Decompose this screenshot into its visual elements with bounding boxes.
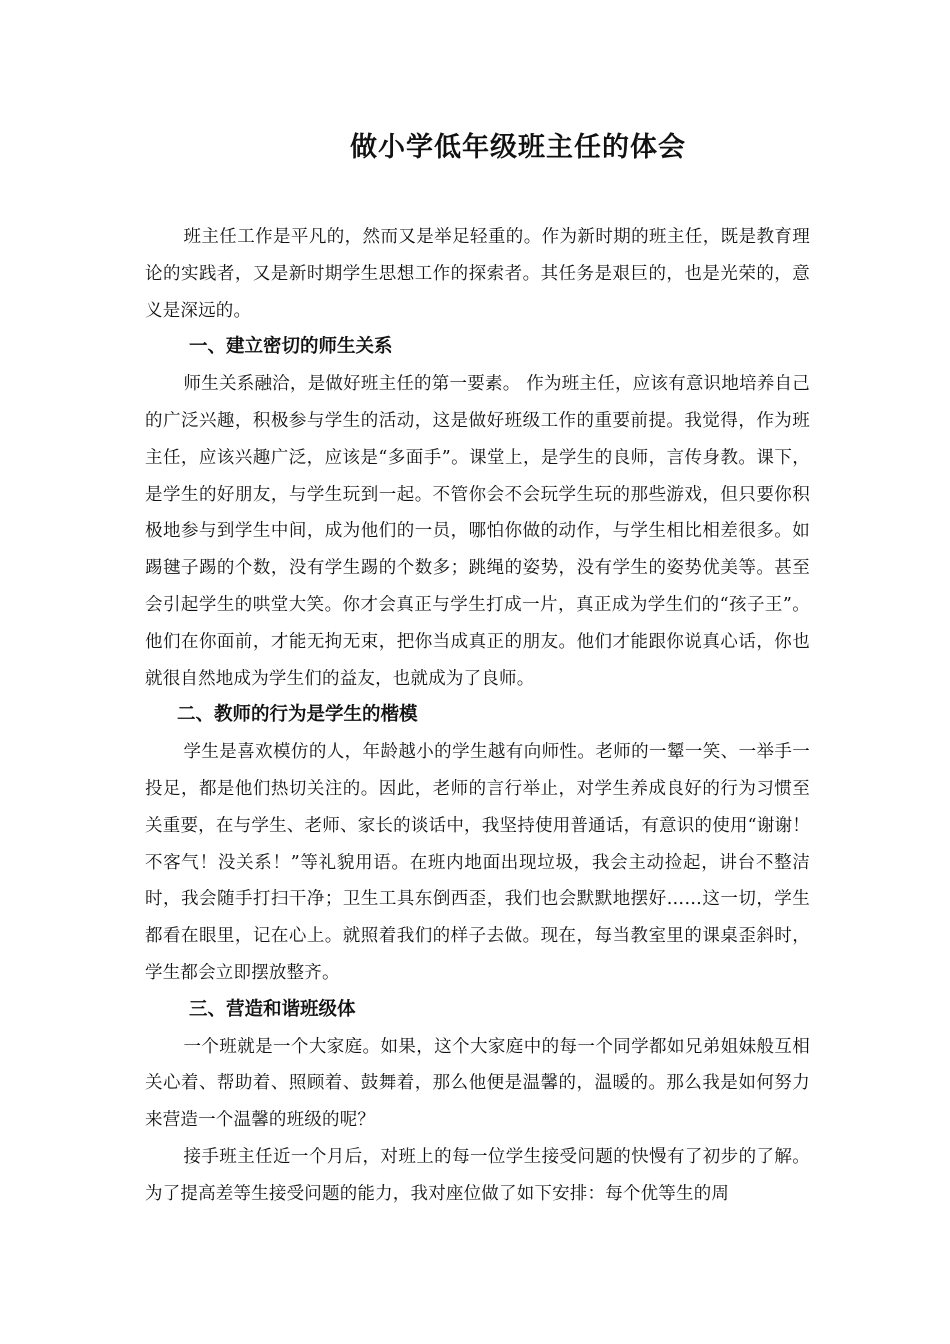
- section-2-paragraph-1: 学生是喜欢模仿的人，年龄越小的学生越有向师性。老师的一颦一笑、一举手一投足，都是他们热切关注的。因此，老师的言行举止，对学生养成良好的行为习惯至关重要，在与学生、老师、家长的谈话中，我坚持使用普通话，有意识的使用“谢谢！不客气！没关系！”等礼貌用语。在班内地面出现垃圾，我会主动捡起，讲台不整洁时，我会随手打扫干净；卫生工具东倒西歪，我们也会默默地摆好……这一切，学生都看在眼里，记在心上。就照着我们的样子去做。现在，每当教室里的课桌歪斜时，学生都会立即摆放整齐。: [145, 742, 810, 983]
- section-1-paragraph-1: 师生关系融洽，是做好班主任的第一要素。 作为班主任，应该有意识地培养自己的广泛兴趣，积极参与学生的活动，这是做好班级工作的重要前提。我觉得，作为班主任，应该兴趣广泛，应该是“多面手”。课堂上，是学生的良师，言传身教。课下，是学生的好朋友，与学生玩到一起。不管你会不会玩学生玩的那些游戏，但只要你积极地参与到学生中间，成为他们的一员，哪怕你做的动作，与学生相比相差很多。如踢毽子踢的个数，没有学生踢的个数多；跳绳的姿势，没有学生的姿势优美等。甚至会引起学生的哄堂大笑。你才会真正与学生打成一片，真正成为学生们的“孩子王”。他们在你面前，才能无拘无束，把你当成真正的朋友。他们才能跟你说真心话，你也就很自然地成为学生们的益友，也就成为了良师。: [145, 374, 810, 689]
- intro-paragraph: 班主任工作是平凡的，然而又是举足轻重的。作为新时期的班主任，既是教育理论的实践者，又是新时期学生思想工作的探索者。其任务是艰巨的，也是光荣的，意义是深远的。: [145, 227, 810, 321]
- section-heading-2: 二、教师的行为是学生的楷模: [177, 704, 418, 726]
- section-heading-1: 一、建立密切的师生关系: [189, 336, 393, 358]
- section-3-paragraph-1: 一个班就是一个大家庭。如果，这个大家庭中的每一个同学都如兄弟姐妹般互相关心着、帮助着、照顾着、鼓舞着，那么他便是温馨的，温暖的。那么我是如何努力来营造一个温馨的班级的呢？: [145, 1036, 810, 1131]
- section-3-paragraph-2: 接手班主任近一个月后，对班上的每一位学生接受问题的快慢有了初步的了解。为了提高差等生接受问题的能力，我对座位做了如下安排：每个优等生的周: [145, 1146, 810, 1204]
- document-title: 做小学低年级班主任的体会: [350, 132, 686, 163]
- section-heading-3: 三、营造和谐班级体: [189, 998, 356, 1020]
- document-body: [145, 219, 810, 1213]
